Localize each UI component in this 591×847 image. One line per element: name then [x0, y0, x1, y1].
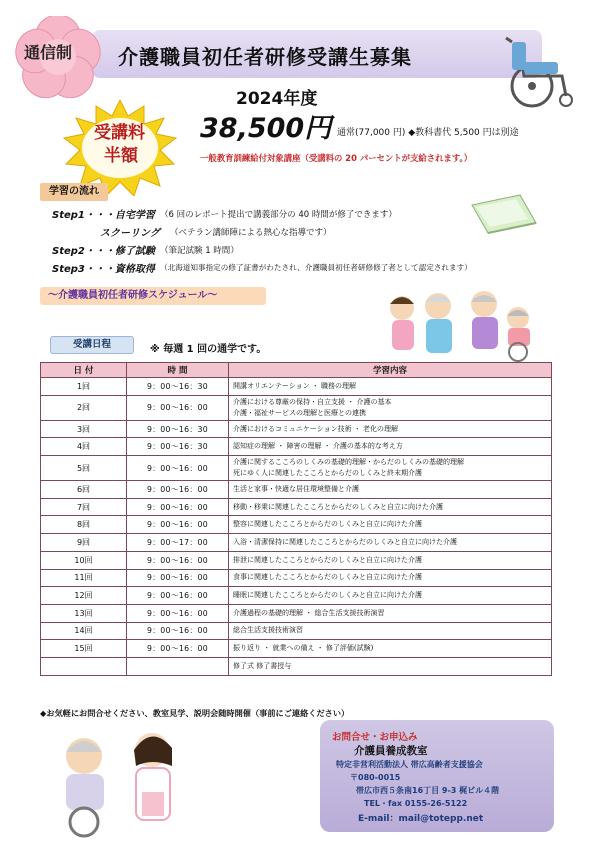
- inquiry-note: ◆お気軽にお問合せください、教室見学、説明会随時開催（事前にご連絡ください）: [40, 708, 350, 718]
- row-number: 11回: [41, 569, 127, 587]
- row-time: 9：00～16：00: [127, 395, 229, 420]
- row-number: 10回: [41, 551, 127, 569]
- row-time: 9：00～16：00: [127, 622, 229, 640]
- row-content: 認知症の理解 ・ 障害の理解 ・ 介護の基本的な考え方: [229, 438, 552, 456]
- row-number: 14回: [41, 622, 127, 640]
- step3-text: （北海道知事指定の修了証書がわたされ、介護職員初任者研修修了者として認定されます）: [160, 263, 472, 272]
- row-content: 移動・移乗に関連したこころとからだのしくみと自立に向けた介護: [229, 498, 552, 516]
- fee-half-label-1: 受講料: [94, 123, 145, 143]
- row-number: 9回: [41, 534, 127, 552]
- row-content: 修了式 修了書授与: [229, 657, 552, 675]
- row-number: 12回: [41, 587, 127, 605]
- step1-text: （6 回のレポート提出で講義部分の 40 時間が修了できます）: [160, 210, 397, 220]
- schooling-text: （ベテラン講師陣による熱心な指導です）: [170, 228, 332, 238]
- row-content: 総合生活支援技術演習: [229, 622, 552, 640]
- schedule-row: [41, 622, 552, 640]
- schedule-row: [41, 587, 552, 605]
- contact-heading: お問合せ・お申込み: [332, 732, 418, 743]
- row-number: 4回: [41, 438, 127, 456]
- row-number: 7回: [41, 498, 127, 516]
- row-content: 振り返り ・ 就業への備え ・ 修了評価(試験): [229, 640, 552, 658]
- contact-email: E-mail：mail@totepp.net: [358, 814, 484, 824]
- row-number: 13回: [41, 604, 127, 622]
- schedule-row: [41, 420, 552, 438]
- schedule-row: [41, 516, 552, 534]
- row-time: 9：00～16：00: [127, 640, 229, 658]
- schedule-row: [41, 498, 552, 516]
- row-number: 5回: [41, 456, 127, 481]
- row-number: 15回: [41, 640, 127, 658]
- row-content: 整容に関連したこころとからだのしくみと自立に向けた介護: [229, 516, 552, 534]
- row-content: 睡眠に関連したこころとからだのしくみと自立に向けた介護: [229, 587, 552, 605]
- contact-zip: 〒080-0015: [350, 773, 401, 782]
- wheelchair-icon: [502, 36, 580, 110]
- row-time: 9：00～16：00: [127, 516, 229, 534]
- step2-text: （筆記試験 1 時間）: [160, 246, 239, 256]
- schedule-banner: ～介護職員初任者研修スケジュール～: [40, 287, 266, 305]
- schedule-row: [41, 534, 552, 552]
- contact-corp: 特定非営利活動法人 帯広高齢者支援協会: [336, 760, 483, 769]
- row-content: 食事に関連したこころとからだのしくみと自立に向けた介護: [229, 569, 552, 587]
- row-time: 9：00～16：30: [127, 378, 229, 396]
- row-content: 介護における尊厳の保持・自立支援 ・ 介護の基本 介護・福祉サービスの理解と医療との連携: [229, 395, 552, 420]
- schooling-label: スクーリング: [100, 228, 160, 239]
- schedule-row: [41, 438, 552, 456]
- row-number: 3回: [41, 420, 127, 438]
- contact-tel: TEL・fax 0155-26-5122: [364, 799, 468, 808]
- header-time: 時 間: [127, 363, 229, 378]
- caregiver-illustration: [40, 722, 220, 840]
- row-time: 9：00～16：00: [127, 498, 229, 516]
- row-time: 9：00～16：30: [127, 420, 229, 438]
- row-content: 排泄に関連したこころとからだのしくみと自立に向けた介護: [229, 551, 552, 569]
- page-title: 介護職員初任者研修受講生募集: [118, 45, 412, 69]
- subsidy-note: 一般教育訓練給付対象講座（受講料の 20 パーセントが支給されます。）: [200, 153, 473, 163]
- row-time: 9：00～16：00: [127, 551, 229, 569]
- header-content: 学習内容: [229, 363, 552, 378]
- schedule-row: [41, 378, 552, 396]
- row-number: 6回: [41, 481, 127, 499]
- row-time: 9：00～16：00: [127, 456, 229, 481]
- row-time: 9：00～16：00: [127, 587, 229, 605]
- correspondence-badge: 通信制: [24, 43, 73, 62]
- step3-label: Step3・・・資格取得: [52, 264, 155, 275]
- row-time: 9：00～16：30: [127, 438, 229, 456]
- row-number: 1回: [41, 378, 127, 396]
- textbook-icon: [466, 193, 540, 235]
- row-content: 入浴・清潔保持に関連したこころとからだのしくみと自立に向けた介護: [229, 534, 552, 552]
- learning-flow-tag: 学習の流れ: [40, 183, 108, 201]
- row-number: 2回: [41, 395, 127, 420]
- contact-address: 帯広市西５条南16丁目 9-3 梶ビル４階: [356, 786, 500, 795]
- row-content: 介護に関するこころのしくみの基礎的理解・からだのしくみの基礎的理解 死にゆく人に関連したこころとからだのしくみと終末期介護: [229, 456, 552, 481]
- elderly-people-illustration: [372, 290, 542, 362]
- row-content: 開講オリエンテーション ・ 職務の理解: [229, 378, 552, 396]
- row-number: [41, 657, 127, 675]
- schedule-row: [41, 640, 552, 658]
- year-label: 2024年度: [236, 89, 318, 109]
- row-time: 9：00～16：00: [127, 569, 229, 587]
- fee-half-label-2: 半額: [104, 146, 138, 166]
- schedule-row: [41, 569, 552, 587]
- schedule-row: [41, 604, 552, 622]
- schedule-row: [41, 657, 552, 675]
- step2-label: Step2・・・修了試験: [52, 246, 155, 257]
- row-content: 介護におけるコミュニケーション技術 ・ 老化の理解: [229, 420, 552, 438]
- row-content: 介護過程の基礎的理解 ・ 総合生活支援技術演習: [229, 604, 552, 622]
- row-number: 8回: [41, 516, 127, 534]
- row-time: 9：00～16：00: [127, 604, 229, 622]
- row-time: 9：00～16：00: [127, 481, 229, 499]
- row-time: [127, 657, 229, 675]
- schedule-row: [41, 551, 552, 569]
- schedule-row: [41, 481, 552, 499]
- row-content: 生活と家事・快適な居住環境整備と介護: [229, 481, 552, 499]
- row-time: 9：00～17：00: [127, 534, 229, 552]
- schedule-day-tag: 受講日程: [50, 336, 134, 354]
- schedule-header-row: [41, 363, 552, 378]
- step1-label: Step1・・・自宅学習: [52, 210, 155, 221]
- schedule-day-note: ※ 毎週 1 回の通学です。: [150, 344, 267, 355]
- price: 38,500円: [200, 113, 332, 144]
- schedule-row: [41, 395, 552, 420]
- price-note: 通常(77,000 円) ◆教科書代 5,500 円は別途: [337, 128, 519, 138]
- schedule-table: [40, 362, 552, 676]
- contact-org: 介護員養成教室: [354, 745, 428, 757]
- header-date: 日 付: [41, 363, 127, 378]
- schedule-row: [41, 456, 552, 481]
